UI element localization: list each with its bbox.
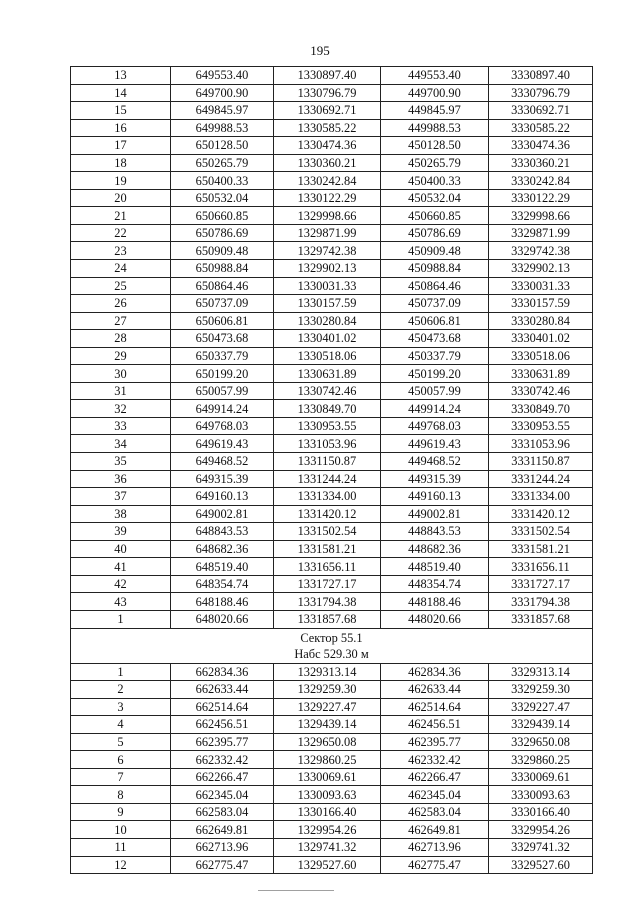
y-local-cell: 3329860.25 (489, 751, 593, 769)
y-msk-cell: 1330157.59 (274, 295, 381, 313)
x-msk-cell: 662583.04 (171, 803, 274, 821)
point-number-cell: 28 (71, 330, 171, 348)
x-msk-cell: 662514.64 (171, 698, 274, 716)
table-row (71, 347, 593, 365)
x-msk-cell: 662266.47 (171, 768, 274, 786)
point-number-cell: 21 (71, 207, 171, 225)
table-row (71, 242, 593, 260)
x-msk-cell: 650532.04 (171, 189, 274, 207)
table-row (71, 698, 593, 716)
x-local-cell: 450864.46 (381, 277, 489, 295)
sector-height: Нaбс 529.30 м (294, 646, 369, 661)
y-msk-cell: 1330518.06 (274, 347, 381, 365)
y-msk-cell: 1331420.12 (274, 505, 381, 523)
y-local-cell: 3330122.29 (489, 189, 593, 207)
y-local-cell: 3331502.54 (489, 523, 593, 541)
y-msk-cell: 1330585.22 (274, 119, 381, 137)
x-msk-cell: 649700.90 (171, 84, 274, 102)
table-row (71, 417, 593, 435)
y-local-cell: 3330742.46 (489, 382, 593, 400)
x-local-cell: 448188.46 (381, 593, 489, 611)
x-msk-cell: 650606.81 (171, 312, 274, 330)
x-msk-cell: 650660.85 (171, 207, 274, 225)
point-number-cell: 9 (71, 803, 171, 821)
y-msk-cell: 1330242.84 (274, 172, 381, 190)
point-number-cell: 12 (71, 856, 171, 874)
x-msk-cell: 650057.99 (171, 382, 274, 400)
point-number-cell: 29 (71, 347, 171, 365)
point-number-cell: 33 (71, 417, 171, 435)
point-number-cell: 35 (71, 453, 171, 471)
table-row (71, 681, 593, 699)
y-msk-cell: 1329860.25 (274, 751, 381, 769)
x-local-cell: 462395.77 (381, 733, 489, 751)
y-local-cell: 3331581.21 (489, 540, 593, 558)
point-number-cell: 31 (71, 382, 171, 400)
table-row (71, 610, 593, 628)
y-msk-cell: 1330474.36 (274, 137, 381, 155)
x-local-cell: 449002.81 (381, 505, 489, 523)
y-msk-cell: 1329998.66 (274, 207, 381, 225)
point-number-cell: 8 (71, 786, 171, 804)
table-row (71, 786, 593, 804)
y-msk-cell: 1330280.84 (274, 312, 381, 330)
table-row (71, 751, 593, 769)
y-msk-cell: 1331053.96 (274, 435, 381, 453)
x-local-cell: 462266.47 (381, 768, 489, 786)
y-local-cell: 3329439.14 (489, 716, 593, 734)
point-number-cell: 24 (71, 260, 171, 278)
table-row (71, 119, 593, 137)
x-msk-cell: 649914.24 (171, 400, 274, 418)
y-msk-cell: 1329650.08 (274, 733, 381, 751)
point-number-cell: 43 (71, 593, 171, 611)
y-local-cell: 3329227.47 (489, 698, 593, 716)
y-msk-cell: 1330953.55 (274, 417, 381, 435)
table-row (71, 102, 593, 120)
point-number-cell: 37 (71, 488, 171, 506)
x-msk-cell: 650128.50 (171, 137, 274, 155)
point-number-cell: 4 (71, 716, 171, 734)
y-local-cell: 3329650.08 (489, 733, 593, 751)
y-local-cell: 3330360.21 (489, 154, 593, 172)
table-row (71, 838, 593, 856)
x-msk-cell: 662713.96 (171, 838, 274, 856)
point-number-cell: 23 (71, 242, 171, 260)
x-local-cell: 449468.52 (381, 453, 489, 471)
x-local-cell: 450199.20 (381, 365, 489, 383)
x-local-cell: 462332.42 (381, 751, 489, 769)
point-number-cell: 15 (71, 102, 171, 120)
point-number-cell: 20 (71, 189, 171, 207)
table-row (71, 435, 593, 453)
table-row (71, 330, 593, 348)
x-local-cell: 448519.40 (381, 558, 489, 576)
x-local-cell: 450265.79 (381, 154, 489, 172)
x-msk-cell: 650909.48 (171, 242, 274, 260)
x-local-cell: 450400.33 (381, 172, 489, 190)
point-number-cell: 34 (71, 435, 171, 453)
table-row (71, 365, 593, 383)
y-msk-cell: 1331794.38 (274, 593, 381, 611)
point-number-cell: 7 (71, 768, 171, 786)
y-local-cell: 3329527.60 (489, 856, 593, 874)
table-row (71, 277, 593, 295)
y-local-cell: 3330474.36 (489, 137, 593, 155)
x-local-cell: 449988.53 (381, 119, 489, 137)
y-local-cell: 3330093.63 (489, 786, 593, 804)
x-msk-cell: 650400.33 (171, 172, 274, 190)
y-local-cell: 3330692.71 (489, 102, 593, 120)
point-number-cell: 1 (71, 610, 171, 628)
y-msk-cell: 1331727.17 (274, 575, 381, 593)
y-msk-cell: 1329527.60 (274, 856, 381, 874)
y-msk-cell: 1330631.89 (274, 365, 381, 383)
x-local-cell: 449553.40 (381, 67, 489, 85)
y-local-cell: 3331334.00 (489, 488, 593, 506)
y-msk-cell: 1329227.47 (274, 698, 381, 716)
y-local-cell: 3330069.61 (489, 768, 593, 786)
y-msk-cell: 1331244.24 (274, 470, 381, 488)
x-local-cell: 462834.36 (381, 663, 489, 681)
y-local-cell: 3330518.06 (489, 347, 593, 365)
x-msk-cell: 648188.46 (171, 593, 274, 611)
x-local-cell: 462713.96 (381, 838, 489, 856)
point-number-cell: 5 (71, 733, 171, 751)
page-number: 195 (310, 43, 330, 58)
y-local-cell: 3330585.22 (489, 119, 593, 137)
x-local-cell: 448020.66 (381, 610, 489, 628)
x-local-cell: 449845.97 (381, 102, 489, 120)
y-local-cell: 3329259.30 (489, 681, 593, 699)
point-number-cell: 13 (71, 67, 171, 85)
y-local-cell: 3330166.40 (489, 803, 593, 821)
x-local-cell: 462456.51 (381, 716, 489, 734)
x-msk-cell: 662775.47 (171, 856, 274, 874)
table-row (71, 821, 593, 839)
y-msk-cell: 1330742.46 (274, 382, 381, 400)
y-msk-cell: 1329954.26 (274, 821, 381, 839)
table-row (71, 189, 593, 207)
sector-header-row (71, 628, 593, 663)
table-row (71, 295, 593, 313)
point-number-cell: 38 (71, 505, 171, 523)
x-local-cell: 449914.24 (381, 400, 489, 418)
y-msk-cell: 1331334.00 (274, 488, 381, 506)
point-number-cell: 10 (71, 821, 171, 839)
table-row (71, 84, 593, 102)
y-local-cell: 3329902.13 (489, 260, 593, 278)
x-local-cell: 462514.64 (381, 698, 489, 716)
x-msk-cell: 662633.44 (171, 681, 274, 699)
x-msk-cell: 649845.97 (171, 102, 274, 120)
table-row (71, 540, 593, 558)
table-row (71, 400, 593, 418)
y-msk-cell: 1329902.13 (274, 260, 381, 278)
x-msk-cell: 650337.79 (171, 347, 274, 365)
y-msk-cell: 1330360.21 (274, 154, 381, 172)
x-local-cell: 450660.85 (381, 207, 489, 225)
y-local-cell: 3330157.59 (489, 295, 593, 313)
y-local-cell: 3331420.12 (489, 505, 593, 523)
table-row (71, 803, 593, 821)
x-msk-cell: 650473.68 (171, 330, 274, 348)
y-msk-cell: 1329871.99 (274, 224, 381, 242)
x-local-cell: 449700.90 (381, 84, 489, 102)
y-msk-cell: 1329259.30 (274, 681, 381, 699)
x-local-cell: 449160.13 (381, 488, 489, 506)
point-number-cell: 6 (71, 751, 171, 769)
x-local-cell: 462583.04 (381, 803, 489, 821)
point-number-cell: 3 (71, 698, 171, 716)
y-local-cell: 3329871.99 (489, 224, 593, 242)
table-row (71, 137, 593, 155)
x-msk-cell: 649619.43 (171, 435, 274, 453)
y-msk-cell: 1330849.70 (274, 400, 381, 418)
y-local-cell: 3331857.68 (489, 610, 593, 628)
x-msk-cell: 662332.42 (171, 751, 274, 769)
coordinates-table-bottom-section (71, 663, 593, 874)
sector-header-section (71, 628, 593, 663)
x-msk-cell: 649988.53 (171, 119, 274, 137)
table-row (71, 523, 593, 541)
y-local-cell: 3331794.38 (489, 593, 593, 611)
y-msk-cell: 1331150.87 (274, 453, 381, 471)
footer-scan-mark (258, 890, 334, 891)
y-local-cell: 3331053.96 (489, 435, 593, 453)
coordinates-table (70, 66, 593, 874)
point-number-cell: 2 (71, 681, 171, 699)
x-msk-cell: 649315.39 (171, 470, 274, 488)
y-local-cell: 3329954.26 (489, 821, 593, 839)
y-local-cell: 3330242.84 (489, 172, 593, 190)
table-row (71, 716, 593, 734)
y-local-cell: 3330031.33 (489, 277, 593, 295)
table-row (71, 224, 593, 242)
x-msk-cell: 650988.84 (171, 260, 274, 278)
table-row (71, 207, 593, 225)
y-local-cell: 3329742.38 (489, 242, 593, 260)
x-msk-cell: 662649.81 (171, 821, 274, 839)
y-msk-cell: 1330897.40 (274, 67, 381, 85)
y-msk-cell: 1330122.29 (274, 189, 381, 207)
y-msk-cell: 1329439.14 (274, 716, 381, 734)
y-msk-cell: 1330692.71 (274, 102, 381, 120)
x-msk-cell: 662395.77 (171, 733, 274, 751)
point-number-cell: 17 (71, 137, 171, 155)
point-number-cell: 11 (71, 838, 171, 856)
x-local-cell: 450737.09 (381, 295, 489, 313)
x-local-cell: 450128.50 (381, 137, 489, 155)
y-msk-cell: 1330031.33 (274, 277, 381, 295)
x-msk-cell: 650199.20 (171, 365, 274, 383)
x-local-cell: 450786.69 (381, 224, 489, 242)
y-msk-cell: 1331581.21 (274, 540, 381, 558)
table-row (71, 453, 593, 471)
point-number-cell: 39 (71, 523, 171, 541)
x-local-cell: 450909.48 (381, 242, 489, 260)
y-msk-cell: 1330069.61 (274, 768, 381, 786)
table-row (71, 768, 593, 786)
table-row (71, 67, 593, 85)
y-msk-cell: 1331502.54 (274, 523, 381, 541)
point-number-cell: 36 (71, 470, 171, 488)
y-msk-cell: 1330166.40 (274, 803, 381, 821)
y-local-cell: 3331727.17 (489, 575, 593, 593)
y-local-cell: 3330796.79 (489, 84, 593, 102)
x-local-cell: 462345.04 (381, 786, 489, 804)
x-msk-cell: 650786.69 (171, 224, 274, 242)
point-number-cell: 16 (71, 119, 171, 137)
x-msk-cell: 650265.79 (171, 154, 274, 172)
sector-title: Сектор 55.1 (300, 630, 363, 645)
y-local-cell: 3330280.84 (489, 312, 593, 330)
point-number-cell: 18 (71, 154, 171, 172)
table-row (71, 663, 593, 681)
y-local-cell: 3330849.70 (489, 400, 593, 418)
point-number-cell: 42 (71, 575, 171, 593)
table-row (71, 733, 593, 751)
table-row (71, 593, 593, 611)
table-row (71, 172, 593, 190)
y-local-cell: 3330897.40 (489, 67, 593, 85)
x-msk-cell: 648519.40 (171, 558, 274, 576)
x-msk-cell: 649160.13 (171, 488, 274, 506)
table-row (71, 154, 593, 172)
table-row (71, 505, 593, 523)
table-row (71, 558, 593, 576)
point-number-cell: 26 (71, 295, 171, 313)
x-local-cell: 448682.36 (381, 540, 489, 558)
x-local-cell: 462633.44 (381, 681, 489, 699)
point-number-cell: 40 (71, 540, 171, 558)
table-row (71, 575, 593, 593)
point-number-cell: 1 (71, 663, 171, 681)
x-local-cell: 450337.79 (381, 347, 489, 365)
x-local-cell: 448843.53 (381, 523, 489, 541)
x-msk-cell: 649468.52 (171, 453, 274, 471)
point-number-cell: 32 (71, 400, 171, 418)
y-local-cell: 3329998.66 (489, 207, 593, 225)
y-msk-cell: 1330093.63 (274, 786, 381, 804)
coordinates-table-top-section (71, 67, 593, 629)
point-number-cell: 27 (71, 312, 171, 330)
x-msk-cell: 649002.81 (171, 505, 274, 523)
x-local-cell: 450532.04 (381, 189, 489, 207)
sector-header-cell (71, 628, 593, 663)
table-row (71, 488, 593, 506)
x-msk-cell: 648354.74 (171, 575, 274, 593)
x-local-cell: 449768.03 (381, 417, 489, 435)
x-msk-cell: 650737.09 (171, 295, 274, 313)
table-row (71, 856, 593, 874)
y-msk-cell: 1330401.02 (274, 330, 381, 348)
x-msk-cell: 648682.36 (171, 540, 274, 558)
x-local-cell: 450057.99 (381, 382, 489, 400)
y-local-cell: 3331656.11 (489, 558, 593, 576)
x-msk-cell: 649553.40 (171, 67, 274, 85)
point-number-cell: 22 (71, 224, 171, 242)
point-number-cell: 30 (71, 365, 171, 383)
table-row (71, 260, 593, 278)
y-local-cell: 3329741.32 (489, 838, 593, 856)
y-msk-cell: 1329741.32 (274, 838, 381, 856)
y-msk-cell: 1330796.79 (274, 84, 381, 102)
x-local-cell: 450988.84 (381, 260, 489, 278)
x-msk-cell: 650864.46 (171, 277, 274, 295)
table-row (71, 382, 593, 400)
y-local-cell: 3330631.89 (489, 365, 593, 383)
table-row (71, 470, 593, 488)
point-number-cell: 25 (71, 277, 171, 295)
y-local-cell: 3331244.24 (489, 470, 593, 488)
x-msk-cell: 662345.04 (171, 786, 274, 804)
x-msk-cell: 648843.53 (171, 523, 274, 541)
y-local-cell: 3329313.14 (489, 663, 593, 681)
x-msk-cell: 649768.03 (171, 417, 274, 435)
x-local-cell: 449315.39 (381, 470, 489, 488)
y-msk-cell: 1329742.38 (274, 242, 381, 260)
x-local-cell: 448354.74 (381, 575, 489, 593)
x-local-cell: 462775.47 (381, 856, 489, 874)
y-local-cell: 3331150.87 (489, 453, 593, 471)
y-msk-cell: 1329313.14 (274, 663, 381, 681)
point-number-cell: 19 (71, 172, 171, 190)
table-row (71, 312, 593, 330)
x-local-cell: 449619.43 (381, 435, 489, 453)
x-local-cell: 450606.81 (381, 312, 489, 330)
point-number-cell: 41 (71, 558, 171, 576)
y-msk-cell: 1331857.68 (274, 610, 381, 628)
x-msk-cell: 662834.36 (171, 663, 274, 681)
point-number-cell: 14 (71, 84, 171, 102)
y-msk-cell: 1331656.11 (274, 558, 381, 576)
x-msk-cell: 662456.51 (171, 716, 274, 734)
x-msk-cell: 648020.66 (171, 610, 274, 628)
y-local-cell: 3330953.55 (489, 417, 593, 435)
x-local-cell: 450473.68 (381, 330, 489, 348)
x-local-cell: 462649.81 (381, 821, 489, 839)
y-local-cell: 3330401.02 (489, 330, 593, 348)
